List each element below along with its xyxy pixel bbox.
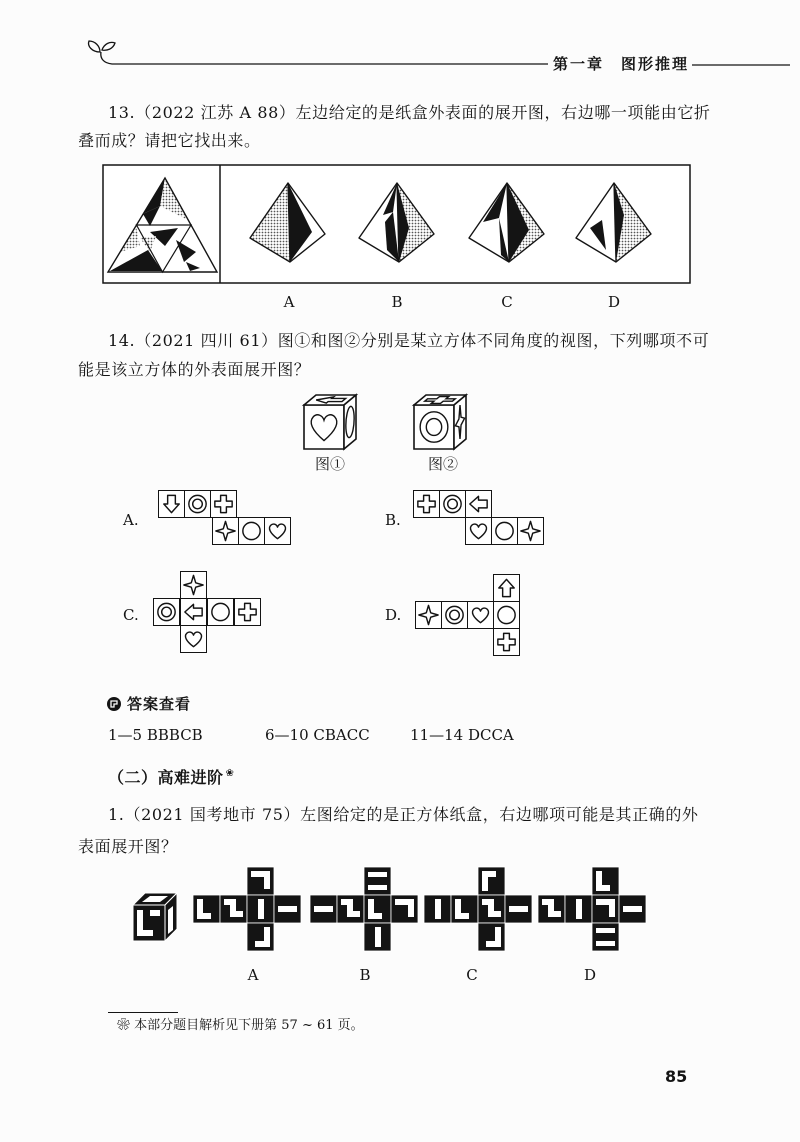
net-face: [153, 598, 180, 626]
q14-line2: 能是该立方体的外表面展开图？: [78, 360, 311, 379]
down-arrow-icon: [159, 491, 184, 517]
net-face: [180, 598, 207, 626]
cube-view-1: [300, 392, 362, 454]
net-face: [207, 598, 234, 626]
q13-option-a-label: A: [283, 293, 295, 311]
cube-view-2-label: 图②: [428, 455, 459, 473]
page-number: 85: [665, 1067, 688, 1086]
cross-icon: [211, 491, 236, 517]
footnote-mark: ❀: [117, 1018, 131, 1033]
net-face: [184, 490, 211, 518]
q14-option-b-label: B.: [385, 511, 401, 529]
circle-icon: [208, 599, 233, 625]
net-face: [439, 490, 466, 518]
left-arrow-icon: [181, 599, 206, 625]
q1-option-b-label: B: [359, 966, 371, 984]
circle-icon: [492, 518, 517, 544]
cross-icon: [235, 599, 260, 625]
double-circle-icon: [185, 491, 210, 517]
star-icon: [416, 602, 441, 628]
chapter-label: 第一章: [553, 55, 605, 73]
q1-figure: [120, 860, 660, 960]
q14-option-a-label: A.: [123, 511, 139, 529]
up-arrow-icon: [494, 575, 519, 601]
net-face: [465, 490, 492, 518]
net-face: [264, 517, 291, 545]
q14-line1: 14.（2021 四川 61）图①和图②分别是某立方体不同角度的视图，下列哪项不可: [108, 331, 710, 350]
net-face: [210, 490, 237, 518]
q13-line1: 13.（2022 江苏 A 88）左边给定的是纸盒外表面的展开图，右边哪一项能由它折: [108, 103, 711, 122]
section2-title-text: （二）高难进阶: [108, 768, 224, 787]
heart-icon: [466, 518, 491, 544]
sprout-icon: [89, 41, 548, 64]
cross-icon: [414, 491, 439, 517]
q1-net-option-a: [193, 867, 301, 951]
answer-icon: [106, 696, 122, 712]
q1-line2: 表面展开图？: [78, 837, 178, 856]
net-face: [413, 490, 440, 518]
double-circle-icon: [154, 599, 179, 625]
net-face: [158, 490, 185, 518]
q1-net-option-d: [538, 867, 646, 951]
q13-line2: 叠而成？请把它找出来。: [78, 131, 261, 150]
q1-line1: 1.（2021 国考地市 75）左图给定的是正方体纸盒，右边哪项可能是其正确的外: [108, 805, 699, 824]
q1-option-c-label: C: [466, 966, 478, 984]
net-face: [180, 571, 207, 599]
net-face: [491, 517, 518, 545]
q13-option-d-label: D: [607, 293, 621, 311]
q13-option-b-label: B: [391, 293, 403, 311]
q1-net-option-c: [424, 867, 532, 951]
footnote: [117, 1018, 364, 1034]
circle-icon: [239, 518, 264, 544]
q1-option-a-label: A: [247, 966, 259, 984]
net-face: [493, 601, 520, 629]
net-face: [465, 517, 492, 545]
star-icon: [181, 572, 206, 598]
answer-group-1: 1—5 BBBCB: [108, 726, 203, 744]
footnote-rule: [108, 1012, 178, 1013]
footnote-mark: ❀: [225, 768, 235, 779]
net-face: [180, 625, 207, 653]
q1-option-d-label: D: [583, 966, 597, 984]
net-face: [467, 601, 494, 629]
heart-icon: [265, 518, 290, 544]
q14-option-c-label: C.: [123, 606, 139, 624]
answers-title: 答案查看: [127, 695, 192, 713]
q1-net-option-b: [310, 867, 418, 951]
section2-title: [108, 768, 234, 791]
circle-icon: [494, 602, 519, 628]
heart-icon: [181, 626, 206, 652]
net-face: [493, 574, 520, 602]
answer-group-2: 6—10 CBACC: [265, 726, 370, 744]
footnote-text: 本部分题目解析见下册第 57 ~ 61 页。: [134, 1018, 364, 1033]
net-face: [441, 601, 468, 629]
heart-icon: [468, 602, 493, 628]
net-face: [415, 601, 442, 629]
net-face: [234, 598, 261, 626]
cube-view-1-label: 图①: [315, 455, 346, 473]
net-face: [517, 517, 544, 545]
left-arrow-icon: [466, 491, 491, 517]
cross-icon: [494, 629, 519, 655]
double-circle-icon: [442, 602, 467, 628]
q1-cube: [133, 893, 177, 941]
double-circle-icon: [440, 491, 465, 517]
net-face: [212, 517, 239, 545]
net-face: [493, 628, 520, 656]
star-icon: [213, 518, 238, 544]
cube-view-2: [410, 392, 472, 454]
answer-group-3: 11—14 DCCA: [410, 726, 514, 744]
net-face: [238, 517, 265, 545]
q13-option-c-label: C: [501, 293, 513, 311]
q13-figure: [102, 164, 692, 284]
q14-option-d-label: D.: [385, 606, 402, 624]
star-icon: [518, 518, 543, 544]
section-label: 图形推理: [621, 55, 690, 73]
